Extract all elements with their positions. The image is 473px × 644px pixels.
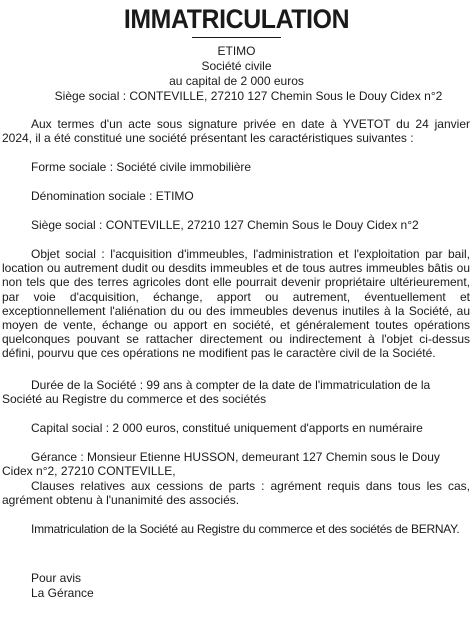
share-transfer-clauses: Clauses relatives aux cessions de parts : agrément requis dans tous les cas, agrément obtenu à l'unanimité des associés. (2, 479, 470, 508)
company-name: ETIMO (217, 44, 256, 58)
share-capital: Capital social : 2 000 euros, constitué uniquement d'apports en numéraire (31, 421, 423, 435)
company-duration: Durée de la Société : 99 ans à compter de la date de l'immatriculation de la Société au Registre du commerce et des sociétés (2, 378, 431, 407)
for-notice: Pour avis (31, 571, 82, 585)
company-seat: Siège social : CONTEVILLE, 27210 127 Chemin Sous le Douy Cidex n°2 (54, 89, 443, 103)
company-capital: au capital de 2 000 euros (169, 74, 304, 88)
legal-form: Forme sociale : Société civile immobilière (31, 160, 252, 174)
corporate-purpose: Objet social : l'acquisition d'immeubles, l'administration et l'exploitation par bail, location ou autrement dudit ou desdits immeubles et de tous autres immeubles bâtis ou non tels que des terres agricoles dont elle pourrait devenir propriétaire ultérieurement, par voie d'acquisition, échange, apport ou autrement, éventuellement et exceptionnellement l'aliénation du ou des immeubles devenus inutiles à la Société, au moyen de vente, échange ou apport en société, et généralement toutes opérations quelconques pouvant se rattacher directement ou indirectement à l'objet ci-dessus défini, pourvu que ces opérations ne modifient pas le caractère civil de la Société. (2, 247, 470, 361)
signatory: La Gérance (31, 586, 94, 600)
registered-office: Siège social : CONTEVILLE, 27210 127 Chemin Sous le Douy Cidex n°2 (31, 218, 419, 232)
notice-title: IMMATRICULATION (123, 4, 350, 34)
registration: Immatriculation de la Société au Registre du commerce et des sociétés de BERNAY. (31, 522, 460, 536)
company-form: Société civile (201, 59, 272, 73)
intro-paragraph: Aux termes d'un acte sous signature privée en date à YVETOT du 24 janvier 2024, il a été constitué une société présentant les caractéristiques suivantes : (2, 117, 470, 146)
title-underline (192, 37, 281, 38)
management: Gérance : Monsieur Etienne HUSSON, demeurant 127 Chemin sous le Douy Cidex n°2, 27210 CONTEVILLE, (2, 450, 440, 479)
company-denomination: Dénomination sociale : ETIMO (31, 189, 194, 203)
